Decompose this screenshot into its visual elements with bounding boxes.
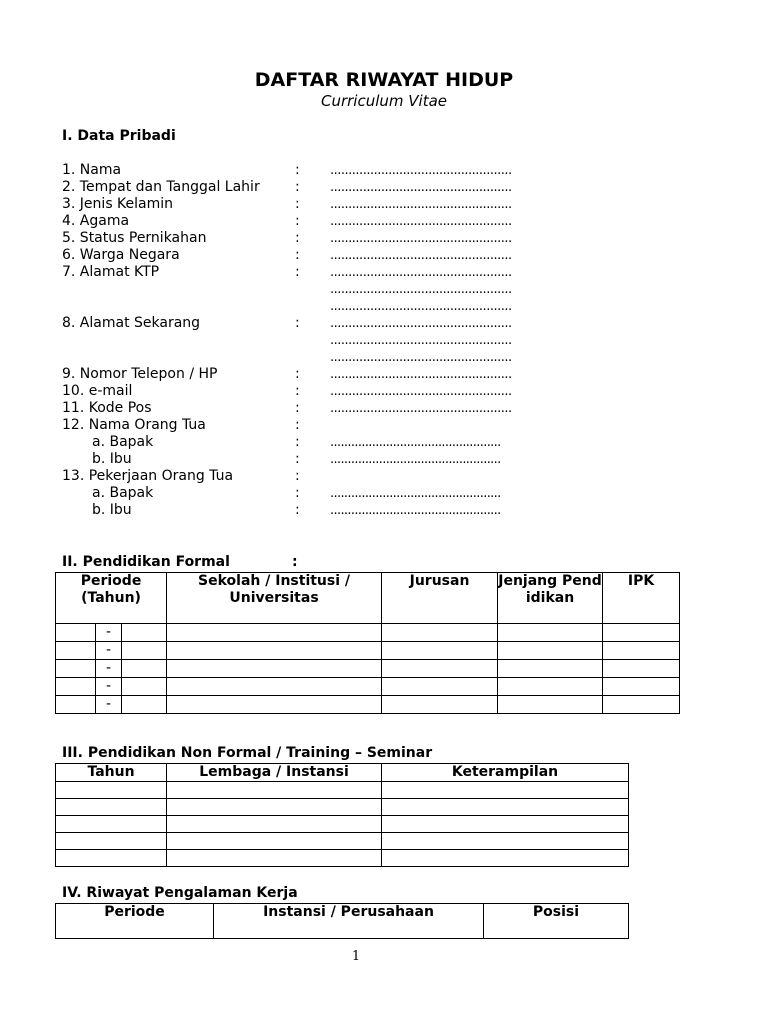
field-row-nomor-telepon [62, 366, 622, 383]
field-row-alamat-sekarang [62, 315, 622, 332]
field-row-pekerjaan-bapak [62, 485, 622, 502]
field-colon: : [295, 162, 300, 178]
field-blank: .................................................. [330, 180, 512, 195]
table-header-row [56, 904, 629, 939]
section-heading-pendidikan-formal [62, 554, 298, 571]
table-cell[interactable] [122, 678, 167, 696]
field-blank: .................................................. [330, 248, 512, 263]
field-label: 1. Nama [62, 162, 122, 178]
field-colon: : [295, 366, 300, 382]
field-colon: : [295, 315, 300, 331]
field-blank: .................................................. [330, 214, 512, 229]
field-row-pekerjaan-orang-tua [62, 468, 622, 485]
table-cell[interactable] [56, 624, 96, 642]
field-row-continuation [62, 298, 622, 315]
field-row-tempat-tanggal-lahir [62, 179, 622, 196]
table-cell[interactable] [56, 816, 167, 833]
table-cell[interactable] [122, 624, 167, 642]
field-label: a. Bapak [92, 434, 154, 450]
field-colon: : [295, 247, 300, 263]
table-row [56, 850, 629, 867]
field-blank: .................................................. [330, 333, 512, 348]
column-header-posisi: Posisi [484, 904, 629, 939]
table-cell[interactable] [498, 696, 603, 714]
field-blank: ................................................. [330, 503, 501, 518]
table-cell[interactable] [167, 833, 382, 850]
table-cell[interactable] [56, 660, 96, 678]
section-heading-data-pribadi: I. Data Pribadi [62, 128, 176, 144]
field-blank: .................................................. [330, 163, 512, 178]
table-cell[interactable] [56, 678, 96, 696]
field-blank: .................................................. [330, 350, 512, 365]
field-colon: : [295, 417, 300, 433]
table-cell[interactable] [56, 642, 96, 660]
personal-data-fields [62, 162, 622, 519]
table-cell[interactable] [167, 642, 382, 660]
field-row-nama-orang-tua [62, 417, 622, 434]
table-cell[interactable] [167, 782, 382, 799]
field-colon: : [295, 451, 300, 467]
field-blank: .................................................. [330, 316, 512, 331]
field-colon: : [295, 400, 300, 416]
field-label: 5. Status Pernikahan [62, 230, 207, 246]
section-heading-pendidikan-non-formal: III. Pendidikan Non Formal / Training – Seminar [62, 745, 433, 761]
field-blank: .................................................. [330, 197, 512, 212]
field-colon: : [295, 485, 300, 501]
table-cell[interactable] [122, 696, 167, 714]
field-blank: .................................................. [330, 231, 512, 246]
field-row-alamat-ktp [62, 264, 622, 281]
non-formal-education-table [55, 763, 629, 867]
table-cell[interactable] [167, 660, 382, 678]
table-cell[interactable] [603, 624, 680, 642]
table-cell[interactable] [122, 642, 167, 660]
table-cell[interactable] [167, 696, 382, 714]
field-label: 9. Nomor Telepon / HP [62, 366, 218, 382]
table-row [56, 782, 629, 799]
table-cell[interactable] [56, 850, 167, 867]
period-dash: - [96, 678, 122, 696]
period-dash: - [96, 624, 122, 642]
field-blank: .................................................. [330, 282, 512, 297]
document-title: DAFTAR RIWAYAT HIDUP [254, 69, 514, 91]
field-blank: ................................................. [330, 452, 501, 467]
field-blank: .................................................. [330, 384, 512, 399]
table-row [56, 624, 680, 642]
field-colon: : [295, 179, 300, 195]
period-dash: - [96, 642, 122, 660]
field-label: 10. e-mail [62, 383, 133, 399]
field-label: 2. Tempat dan Tanggal Lahir [62, 179, 260, 195]
table-row [56, 833, 629, 850]
table-cell[interactable] [603, 642, 680, 660]
field-colon: : [295, 502, 300, 518]
table-cell[interactable] [498, 642, 603, 660]
work-experience-table [55, 903, 629, 939]
table-cell[interactable] [382, 624, 498, 642]
table-cell[interactable] [382, 799, 629, 816]
field-label: 12. Nama Orang Tua [62, 417, 206, 433]
column-header-instansi: Instansi / Perusahaan [214, 904, 484, 939]
table-cell[interactable] [122, 660, 167, 678]
column-header-ipk: IPK [603, 573, 680, 624]
table-cell[interactable] [382, 833, 629, 850]
field-label: 6. Warga Negara [62, 247, 180, 263]
formal-education-table [55, 572, 680, 714]
field-row-nama [62, 162, 622, 179]
table-cell[interactable] [498, 678, 603, 696]
field-label: 8. Alamat Sekarang [62, 315, 201, 331]
period-dash: - [96, 696, 122, 714]
field-label: 7. Alamat KTP [62, 264, 160, 280]
table-cell[interactable] [603, 660, 680, 678]
field-blank: .................................................. [330, 401, 512, 416]
field-label: 3. Jenis Kelamin [62, 196, 174, 212]
table-cell[interactable] [167, 624, 382, 642]
page-number: 1 [351, 949, 361, 964]
field-colon: : [295, 230, 300, 246]
table-row [56, 642, 680, 660]
field-blank: .................................................. [330, 367, 512, 382]
field-row-status-pernikahan [62, 230, 622, 247]
column-header-lembaga: Lembaga / Instansi [167, 764, 382, 782]
field-row-agama [62, 213, 622, 230]
field-row-continuation [62, 349, 622, 366]
table-cell[interactable] [382, 782, 629, 799]
field-row-kode-pos [62, 400, 622, 417]
table-cell[interactable] [382, 678, 498, 696]
field-colon: : [295, 468, 300, 484]
table-cell[interactable] [382, 696, 498, 714]
table-cell[interactable] [603, 696, 680, 714]
table-header-row [56, 764, 629, 782]
table-row [56, 816, 629, 833]
field-colon: : [295, 264, 300, 280]
table-cell[interactable] [56, 799, 167, 816]
column-header-periode: Periode [56, 904, 214, 939]
field-label: a. Bapak [92, 485, 154, 501]
column-header-jenjang: Jenjang Pendidikan [498, 573, 603, 624]
column-header-tahun: Tahun [56, 764, 167, 782]
table-cell[interactable] [382, 850, 629, 867]
section-heading-colon: : [292, 554, 298, 570]
period-dash: - [96, 660, 122, 678]
field-row-jenis-kelamin [62, 196, 622, 213]
table-cell[interactable] [167, 799, 382, 816]
field-colon: : [295, 196, 300, 212]
table-row [56, 696, 680, 714]
table-row [56, 799, 629, 816]
field-label: 11. Kode Pos [62, 400, 152, 416]
column-header-keterampilan: Keterampilan [382, 764, 629, 782]
field-row-pekerjaan-ibu [62, 502, 622, 519]
field-row-continuation [62, 332, 622, 349]
field-label: b. Ibu [92, 502, 132, 518]
field-blank: ................................................. [330, 435, 501, 450]
table-cell[interactable] [498, 624, 603, 642]
column-header-sekolah: Sekolah / Institusi / Universitas [167, 573, 382, 624]
field-label: 13. Pekerjaan Orang Tua [62, 468, 234, 484]
table-cell[interactable] [56, 833, 167, 850]
field-label: 4. Agama [62, 213, 130, 229]
field-row-email [62, 383, 622, 400]
table-row [56, 678, 680, 696]
field-row-warga-negara [62, 247, 622, 264]
field-blank: .................................................. [330, 299, 512, 314]
section-heading-text: II. Pendidikan Formal [62, 554, 230, 570]
field-row-nama-bapak [62, 434, 622, 451]
section-heading-pengalaman-kerja: IV. Riwayat Pengalaman Kerja [62, 885, 298, 901]
field-label: b. Ibu [92, 451, 132, 467]
field-colon: : [295, 434, 300, 450]
table-cell[interactable] [56, 782, 167, 799]
table-row [56, 660, 680, 678]
field-blank: ................................................. [330, 486, 501, 501]
table-cell[interactable] [167, 816, 382, 833]
field-row-nama-ibu [62, 451, 622, 468]
table-cell[interactable] [167, 850, 382, 867]
field-row-continuation [62, 281, 622, 298]
table-cell[interactable] [603, 678, 680, 696]
table-header-row [56, 573, 680, 624]
field-colon: : [295, 213, 300, 229]
table-cell[interactable] [167, 678, 382, 696]
table-cell[interactable] [382, 660, 498, 678]
column-header-periode: Periode (Tahun) [56, 573, 167, 624]
table-cell[interactable] [382, 642, 498, 660]
document-subtitle: Curriculum Vitae [320, 92, 448, 110]
table-cell[interactable] [382, 816, 629, 833]
field-blank: .................................................. [330, 265, 512, 280]
table-cell[interactable] [498, 660, 603, 678]
table-cell[interactable] [56, 696, 96, 714]
column-header-jurusan: Jurusan [382, 573, 498, 624]
field-colon: : [295, 383, 300, 399]
